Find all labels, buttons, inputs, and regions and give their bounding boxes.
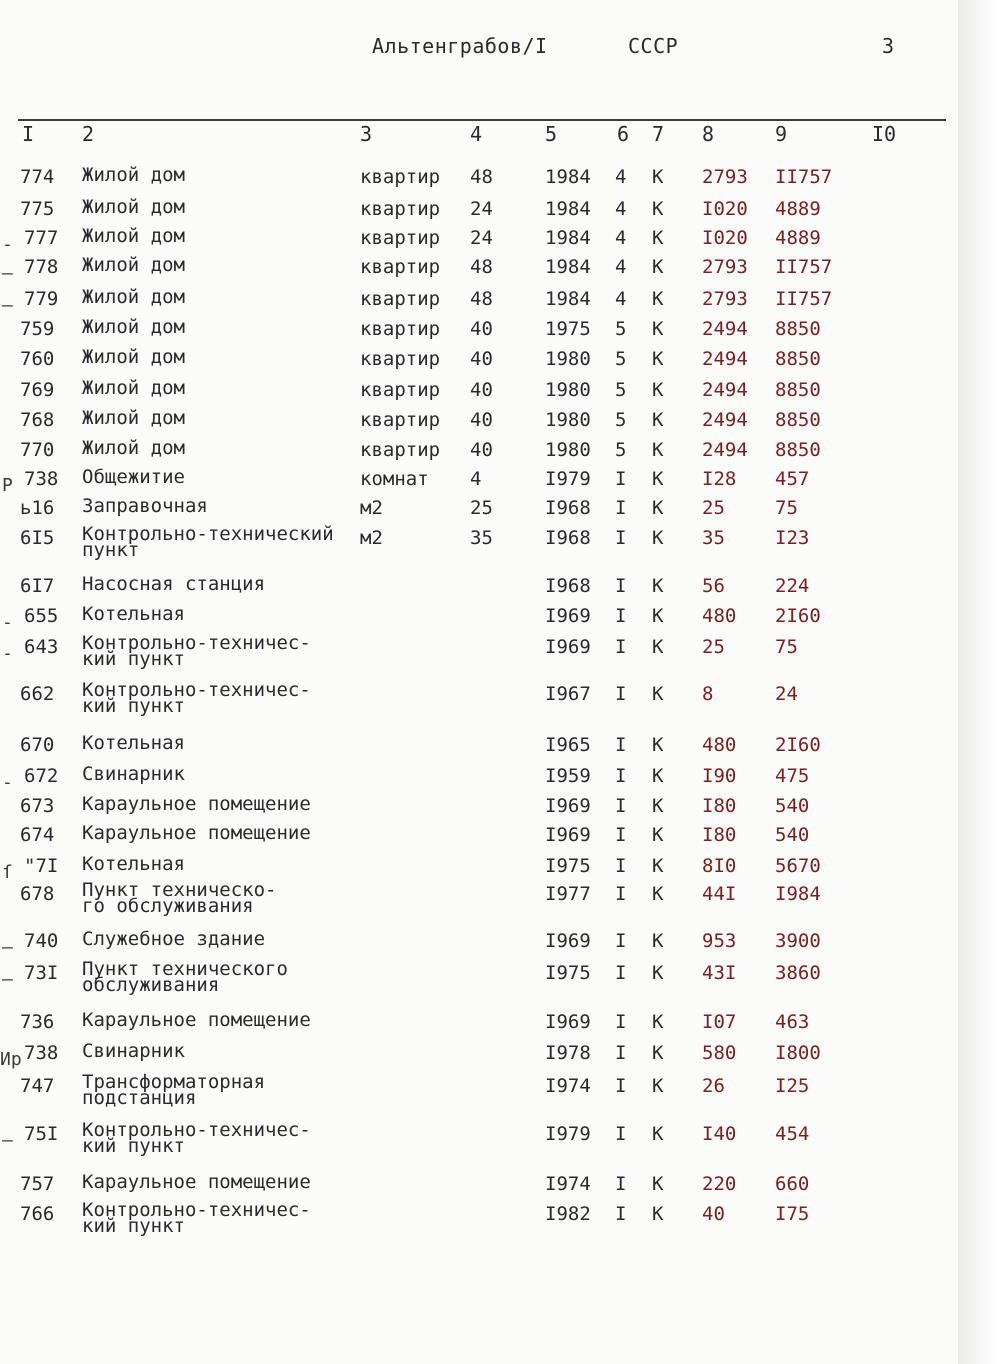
value-col8: 40 xyxy=(702,1203,725,1225)
year-built: I959 xyxy=(545,765,591,787)
floors-value: I xyxy=(615,1173,627,1195)
year-built: 1980 xyxy=(545,348,591,370)
year-built: I975 xyxy=(545,962,591,984)
material-value: К xyxy=(652,1173,664,1195)
quantity-value: 24 xyxy=(470,198,493,220)
object-name: Служебное здание xyxy=(82,928,266,950)
value-col9: 2I60 xyxy=(775,734,821,756)
object-name: Караульное помещение xyxy=(82,1171,311,1193)
floors-value: I xyxy=(615,605,627,627)
material-value: К xyxy=(652,795,664,817)
table-row xyxy=(0,763,958,796)
value-col9: II757 xyxy=(775,288,833,310)
year-built: 1980 xyxy=(545,409,591,431)
value-col8: I80 xyxy=(702,824,737,846)
row-number: 757 xyxy=(20,1173,55,1195)
unit-label: комнат xyxy=(360,468,429,490)
margin-mark: Ир xyxy=(0,1049,22,1070)
material-value: К xyxy=(652,962,664,984)
column-header: I0 xyxy=(872,122,897,146)
object-name: Свинарник xyxy=(82,763,185,785)
value-col8: 25 xyxy=(702,497,725,519)
value-col9: 8850 xyxy=(775,379,821,401)
row-number: 738 xyxy=(24,468,59,490)
value-col9: 3900 xyxy=(775,930,821,952)
value-col9: 457 xyxy=(775,468,810,490)
material-value: К xyxy=(652,166,664,188)
row-number: 759 xyxy=(20,318,55,340)
value-col8: 2494 xyxy=(702,409,748,431)
row-number: 766 xyxy=(20,1203,55,1225)
value-col9: 4889 xyxy=(775,227,821,249)
quantity-value: 40 xyxy=(470,409,493,431)
row-number: 775 xyxy=(20,198,55,220)
table-row xyxy=(0,316,958,349)
floors-value: I xyxy=(615,683,627,705)
table-row xyxy=(0,286,958,319)
value-col9: II757 xyxy=(775,166,833,188)
value-col9: 4889 xyxy=(775,198,821,220)
value-col8: I80 xyxy=(702,795,737,817)
year-built: I965 xyxy=(545,734,591,756)
material-value: К xyxy=(652,288,664,310)
year-built: 1980 xyxy=(545,439,591,461)
year-built: I975 xyxy=(545,855,591,877)
floors-value: I xyxy=(615,734,627,756)
floors-value: 4 xyxy=(615,288,627,310)
value-col8: 56 xyxy=(702,575,725,597)
year-built: 1975 xyxy=(545,318,591,340)
year-built: I969 xyxy=(545,1011,591,1033)
floors-value: I xyxy=(615,1123,627,1145)
header-rule xyxy=(18,119,946,121)
floors-value: 5 xyxy=(615,379,627,401)
value-col9: 24 xyxy=(775,683,798,705)
page-number: 3 xyxy=(882,34,895,58)
column-header: I xyxy=(22,122,35,146)
year-built: I969 xyxy=(545,930,591,952)
year-built: I969 xyxy=(545,636,591,658)
object-name: Караульное помещение xyxy=(82,1009,311,1031)
value-col9: I25 xyxy=(775,1075,810,1097)
quantity-value: 40 xyxy=(470,348,493,370)
page-edge xyxy=(958,0,1000,1364)
column-header: 3 xyxy=(360,122,373,146)
floors-value: I xyxy=(615,1042,627,1064)
margin-mark: — xyxy=(2,295,13,316)
material-value: К xyxy=(652,318,664,340)
column-header: 4 xyxy=(470,122,483,146)
material-value: К xyxy=(652,439,664,461)
object-name: Контрольно-техничес- кий пункт xyxy=(82,1199,311,1237)
table-row xyxy=(0,879,958,917)
floors-value: 4 xyxy=(615,227,627,249)
year-built: I982 xyxy=(545,1203,591,1225)
value-col9: 224 xyxy=(775,575,810,597)
value-col9: 540 xyxy=(775,824,810,846)
floors-value: I xyxy=(615,962,627,984)
floors-value: I xyxy=(615,636,627,658)
value-col8: 8 xyxy=(702,683,714,705)
year-built: I974 xyxy=(545,1075,591,1097)
floors-value: 4 xyxy=(615,256,627,278)
quantity-value: 40 xyxy=(470,439,493,461)
row-number: 774 xyxy=(20,166,55,188)
year-built: I969 xyxy=(545,824,591,846)
unit-label: квартир xyxy=(360,198,441,220)
material-value: К xyxy=(652,409,664,431)
object-name: Общежитие xyxy=(82,466,185,488)
quantity-value: 40 xyxy=(470,379,493,401)
value-col8: 480 xyxy=(702,605,737,627)
row-number: 75I xyxy=(24,1123,59,1145)
object-name: Контрольно-технический пункт xyxy=(82,523,334,561)
quantity-value: 4 xyxy=(470,468,482,490)
object-name: Караульное помещение xyxy=(82,793,311,815)
row-number: 760 xyxy=(20,348,55,370)
value-col9: II757 xyxy=(775,256,833,278)
value-col8: I07 xyxy=(702,1011,737,1033)
table-row xyxy=(0,1009,958,1042)
floors-value: I xyxy=(615,855,627,877)
unit-label: квартир xyxy=(360,348,441,370)
year-built: 1984 xyxy=(545,288,591,310)
column-header: 7 xyxy=(652,122,665,146)
margin-mark: - xyxy=(2,643,13,664)
column-header: 2 xyxy=(82,122,95,146)
material-value: К xyxy=(652,379,664,401)
row-number: 670 xyxy=(20,734,55,756)
value-col8: I28 xyxy=(702,468,737,490)
object-name: Котельная xyxy=(82,853,185,875)
row-number: 769 xyxy=(20,379,55,401)
margin-mark: - xyxy=(2,612,13,633)
material-value: К xyxy=(652,348,664,370)
row-number: 672 xyxy=(24,765,59,787)
year-built: I979 xyxy=(545,1123,591,1145)
object-name: Свинарник xyxy=(82,1040,185,1062)
value-col8: I40 xyxy=(702,1123,737,1145)
year-built: 1984 xyxy=(545,198,591,220)
object-name: Контрольно-техничес- кий пункт xyxy=(82,632,311,670)
year-built: I978 xyxy=(545,1042,591,1064)
value-col8: 26 xyxy=(702,1075,725,1097)
object-name: Котельная xyxy=(82,603,185,625)
value-col8: 2793 xyxy=(702,166,748,188)
table-row xyxy=(0,632,958,670)
object-name: Жилой дом xyxy=(82,196,185,218)
value-col8: 2494 xyxy=(702,439,748,461)
value-col8: 44I xyxy=(702,883,737,905)
year-built: I969 xyxy=(545,795,591,817)
value-col9: 475 xyxy=(775,765,810,787)
floors-value: 5 xyxy=(615,409,627,431)
table-row xyxy=(0,346,958,379)
value-col8: 2793 xyxy=(702,256,748,278)
row-number: 662 xyxy=(20,683,55,705)
value-col8: I020 xyxy=(702,227,748,249)
quantity-value: 48 xyxy=(470,288,493,310)
table-row xyxy=(0,822,958,855)
column-header: 6 xyxy=(617,122,630,146)
table-row xyxy=(0,732,958,765)
floors-value: I xyxy=(615,1011,627,1033)
value-col9: 8850 xyxy=(775,439,821,461)
table-row xyxy=(0,958,958,996)
value-col8: 953 xyxy=(702,930,737,952)
material-value: К xyxy=(652,636,664,658)
unit-label: м2 xyxy=(360,497,383,519)
margin-mark: — xyxy=(2,1130,13,1151)
value-col9: 8850 xyxy=(775,348,821,370)
year-built: I968 xyxy=(545,575,591,597)
value-col8: 220 xyxy=(702,1173,737,1195)
object-name: Жилой дом xyxy=(82,407,185,429)
table-row xyxy=(0,1040,958,1073)
value-col9: 463 xyxy=(775,1011,810,1033)
floors-value: I xyxy=(615,883,627,905)
floors-value: 5 xyxy=(615,318,627,340)
value-col8: 580 xyxy=(702,1042,737,1064)
material-value: К xyxy=(652,765,664,787)
floors-value: I xyxy=(615,527,627,549)
row-number: 673 xyxy=(20,795,55,817)
material-value: К xyxy=(652,1011,664,1033)
value-col9: 5670 xyxy=(775,855,821,877)
material-value: К xyxy=(652,605,664,627)
year-built: I974 xyxy=(545,1173,591,1195)
table-row xyxy=(0,164,958,197)
table-row xyxy=(0,1199,958,1237)
floors-value: I xyxy=(615,575,627,597)
floors-value: I xyxy=(615,1203,627,1225)
unit-label: квартир xyxy=(360,256,441,278)
country-label: СССР xyxy=(628,34,679,58)
row-number: 6I5 xyxy=(20,527,55,549)
floors-value: I xyxy=(615,930,627,952)
material-value: К xyxy=(652,527,664,549)
unit-label: квартир xyxy=(360,409,441,431)
value-col8: 2494 xyxy=(702,379,748,401)
material-value: К xyxy=(652,468,664,490)
quantity-value: 40 xyxy=(470,318,493,340)
material-value: К xyxy=(652,256,664,278)
floors-value: I xyxy=(615,765,627,787)
object-name: Жилой дом xyxy=(82,346,185,368)
table-row xyxy=(0,407,958,440)
value-col8: 2494 xyxy=(702,318,748,340)
value-col9: 8850 xyxy=(775,409,821,431)
margin-mark: Р xyxy=(2,475,13,496)
value-col9: 2I60 xyxy=(775,605,821,627)
material-value: К xyxy=(652,1203,664,1225)
object-name: Заправочная xyxy=(82,495,208,517)
row-number: 6I7 xyxy=(20,575,55,597)
unit-label: квартир xyxy=(360,439,441,461)
table-row xyxy=(0,1119,958,1157)
value-col9: 3860 xyxy=(775,962,821,984)
table-row xyxy=(0,928,958,961)
year-built: I967 xyxy=(545,683,591,705)
table-row xyxy=(0,1071,958,1109)
object-name: Караульное помещение xyxy=(82,822,311,844)
row-number: 73I xyxy=(24,962,59,984)
value-col9: 75 xyxy=(775,636,798,658)
value-col8: 35 xyxy=(702,527,725,549)
table-row xyxy=(0,679,958,717)
value-col9: 540 xyxy=(775,795,810,817)
value-col8: 480 xyxy=(702,734,737,756)
document-title: Альтенграбов/I xyxy=(372,34,548,58)
floors-value: I xyxy=(615,497,627,519)
material-value: К xyxy=(652,683,664,705)
material-value: К xyxy=(652,883,664,905)
material-value: К xyxy=(652,198,664,220)
row-number: 678 xyxy=(20,883,55,905)
object-name: Жилой дом xyxy=(82,437,185,459)
floors-value: 4 xyxy=(615,166,627,188)
value-col9: I75 xyxy=(775,1203,810,1225)
object-name: Пункт технического обслуживания xyxy=(82,958,288,996)
object-name: Пункт техническо- го обслуживания xyxy=(82,879,277,917)
material-value: К xyxy=(652,1042,664,1064)
row-number: ь16 xyxy=(20,497,55,519)
value-col8: 8I0 xyxy=(702,855,737,877)
row-number: 747 xyxy=(20,1075,55,1097)
floors-value: I xyxy=(615,795,627,817)
unit-label: квартир xyxy=(360,227,441,249)
unit-label: квартир xyxy=(360,288,441,310)
quantity-value: 48 xyxy=(470,166,493,188)
object-name: Жилой дом xyxy=(82,225,185,247)
value-col8: 25 xyxy=(702,636,725,658)
value-col9: I23 xyxy=(775,527,810,549)
value-col8: 2494 xyxy=(702,348,748,370)
floors-value: 4 xyxy=(615,198,627,220)
row-number: 770 xyxy=(20,439,55,461)
object-name: Жилой дом xyxy=(82,316,185,338)
value-col8: I020 xyxy=(702,198,748,220)
object-name: Контрольно-техничес- кий пункт xyxy=(82,1119,311,1157)
material-value: К xyxy=(652,497,664,519)
floors-value: I xyxy=(615,824,627,846)
row-number: 738 xyxy=(24,1042,59,1064)
row-number: 778 xyxy=(24,256,59,278)
year-built: I969 xyxy=(545,605,591,627)
row-number: 777 xyxy=(24,227,59,249)
object-name: Трансформаторная подстанция xyxy=(82,1071,266,1109)
value-col8: 43I xyxy=(702,962,737,984)
material-value: К xyxy=(652,930,664,952)
unit-label: квартир xyxy=(360,318,441,340)
year-built: I979 xyxy=(545,468,591,490)
floors-value: I xyxy=(615,1075,627,1097)
unit-label: квартир xyxy=(360,166,441,188)
row-number: 655 xyxy=(24,605,59,627)
row-number: 768 xyxy=(20,409,55,431)
value-col9: 8850 xyxy=(775,318,821,340)
material-value: К xyxy=(652,1123,664,1145)
material-value: К xyxy=(652,824,664,846)
value-col9: 75 xyxy=(775,497,798,519)
row-number: "7I xyxy=(24,855,59,877)
floors-value: I xyxy=(615,468,627,490)
table-row xyxy=(0,523,958,561)
value-col8: I90 xyxy=(702,765,737,787)
table-row xyxy=(0,573,958,606)
table-row xyxy=(0,254,958,287)
material-value: К xyxy=(652,575,664,597)
year-built: 1984 xyxy=(545,166,591,188)
value-col9: I800 xyxy=(775,1042,821,1064)
value-col8: 2793 xyxy=(702,288,748,310)
row-number: 643 xyxy=(24,636,59,658)
object-name: Котельная xyxy=(82,732,185,754)
material-value: К xyxy=(652,855,664,877)
quantity-value: 24 xyxy=(470,227,493,249)
year-built: I968 xyxy=(545,497,591,519)
year-built: 1984 xyxy=(545,227,591,249)
quantity-value: 48 xyxy=(470,256,493,278)
material-value: К xyxy=(652,227,664,249)
object-name: Насосная станция xyxy=(82,573,266,595)
year-built: I968 xyxy=(545,527,591,549)
object-name: Жилой дом xyxy=(82,377,185,399)
year-built: 1984 xyxy=(545,256,591,278)
year-built: 1980 xyxy=(545,379,591,401)
column-header: 5 xyxy=(545,122,558,146)
floors-value: 5 xyxy=(615,348,627,370)
column-header: 9 xyxy=(775,122,788,146)
value-col9: 660 xyxy=(775,1173,810,1195)
object-name: Жилой дом xyxy=(82,254,185,276)
unit-label: квартир xyxy=(360,379,441,401)
row-number: 779 xyxy=(24,288,59,310)
margin-mark: - xyxy=(2,772,13,793)
unit-label: м2 xyxy=(360,527,383,549)
year-built: I977 xyxy=(545,883,591,905)
object-name: Контрольно-техничес- кий пункт xyxy=(82,679,311,717)
row-number: 736 xyxy=(20,1011,55,1033)
object-name: Жилой дом xyxy=(82,286,185,308)
material-value: К xyxy=(652,734,664,756)
margin-mark: — xyxy=(2,263,13,284)
object-name: Жилой дом xyxy=(82,164,185,186)
floors-value: 5 xyxy=(615,439,627,461)
row-number: 740 xyxy=(24,930,59,952)
quantity-value: 35 xyxy=(470,527,493,549)
table-row xyxy=(0,377,958,410)
margin-mark: — xyxy=(2,937,13,958)
margin-mark: — xyxy=(2,969,13,990)
row-number: 674 xyxy=(20,824,55,846)
quantity-value: 25 xyxy=(470,497,493,519)
material-value: К xyxy=(652,1075,664,1097)
value-col9: I984 xyxy=(775,883,821,905)
column-header: 8 xyxy=(702,122,715,146)
value-col9: 454 xyxy=(775,1123,810,1145)
margin-mark: - xyxy=(2,234,13,255)
margin-mark: ſ xyxy=(2,862,13,883)
